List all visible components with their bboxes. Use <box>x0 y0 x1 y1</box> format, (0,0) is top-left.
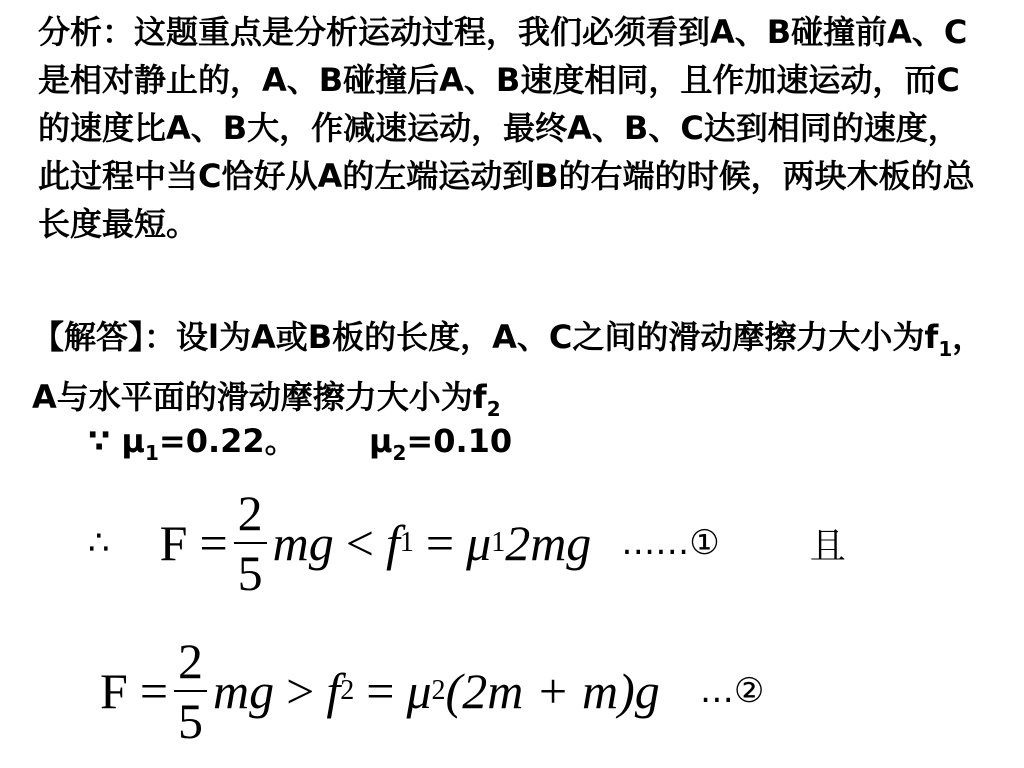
eq1-mu-sub: 1 <box>491 527 506 558</box>
given-coefficients <box>88 416 512 465</box>
eq2-numerator: 2 <box>174 636 207 692</box>
eq1-lhs: F <box>159 515 188 571</box>
eq1-rhs: 2mg <box>505 515 592 571</box>
eq1-mg: mg <box>272 515 334 571</box>
eq1-fraction <box>234 485 267 601</box>
analysis-paragraph: 分析：这题重点是分析运动过程，我们必须看到A、B碰撞前A、C是相对静止的，A、B碰撞后A、B速度相同，且作加速运动，而C的速度比A、B大，作减速运动，最终A、B、C达到相同的速度，此过程中当C恰好从A的左端运动到B的右端的时候，两块木板的总长度最短。 <box>38 13 975 243</box>
mu2-sub: 2 <box>392 441 407 465</box>
eq1-f: f <box>385 515 400 571</box>
mu1-value: =0.22。 <box>158 422 297 460</box>
eq1-and: 且 <box>809 525 846 567</box>
eq2-f: f <box>326 663 341 719</box>
eq2-denominator: 5 <box>178 693 204 749</box>
mu2-symbol: μ <box>368 422 393 460</box>
eq2-fraction <box>174 633 207 749</box>
eq2-mg: mg <box>213 663 275 719</box>
eq1-less-than: < <box>345 515 374 571</box>
eq1-tag: ……① <box>621 523 720 563</box>
eq1-equals-2: = <box>425 515 455 571</box>
mu1-symbol: μ <box>121 422 145 460</box>
mu2-value: =0.10 <box>406 422 513 460</box>
eq2-lhs: F <box>100 663 128 719</box>
eq1-numerator: 2 <box>234 488 267 544</box>
eq2-paren-expr: (2m + m)g <box>445 663 660 719</box>
mu1-sub: 1 <box>144 441 159 465</box>
eq1-denominator: 5 <box>237 545 263 601</box>
eq2-mu-sub: 2 <box>431 675 446 706</box>
answer-sub-1: 1 <box>938 337 953 361</box>
answer-sub-2: 2 <box>486 397 501 421</box>
answer-text: 【解答】：设l为A或B板的长度，A、C之间的滑动摩擦力大小为f <box>32 318 939 356</box>
eq2-f-sub: 2 <box>340 675 355 706</box>
equation-1 <box>88 485 846 601</box>
eq2-equals: = <box>139 663 169 719</box>
therefore-symbol: ∴ <box>88 523 110 563</box>
eq1-f-sub: 1 <box>399 527 414 558</box>
eq2-tag: …② <box>699 671 765 711</box>
equation-2 <box>100 633 765 749</box>
eq2-mu: μ <box>406 663 432 719</box>
eq2-greater-than: > <box>286 663 315 719</box>
eq2-equals-2: = <box>366 663 395 719</box>
eq1-equals: = <box>199 515 228 571</box>
answer-paragraph <box>32 313 992 433</box>
answer-text-mid: ，A与水平面的滑动摩擦力大小为f <box>32 318 985 416</box>
eq1-mu: μ <box>466 515 492 571</box>
because-symbol: ∵ <box>88 422 111 460</box>
